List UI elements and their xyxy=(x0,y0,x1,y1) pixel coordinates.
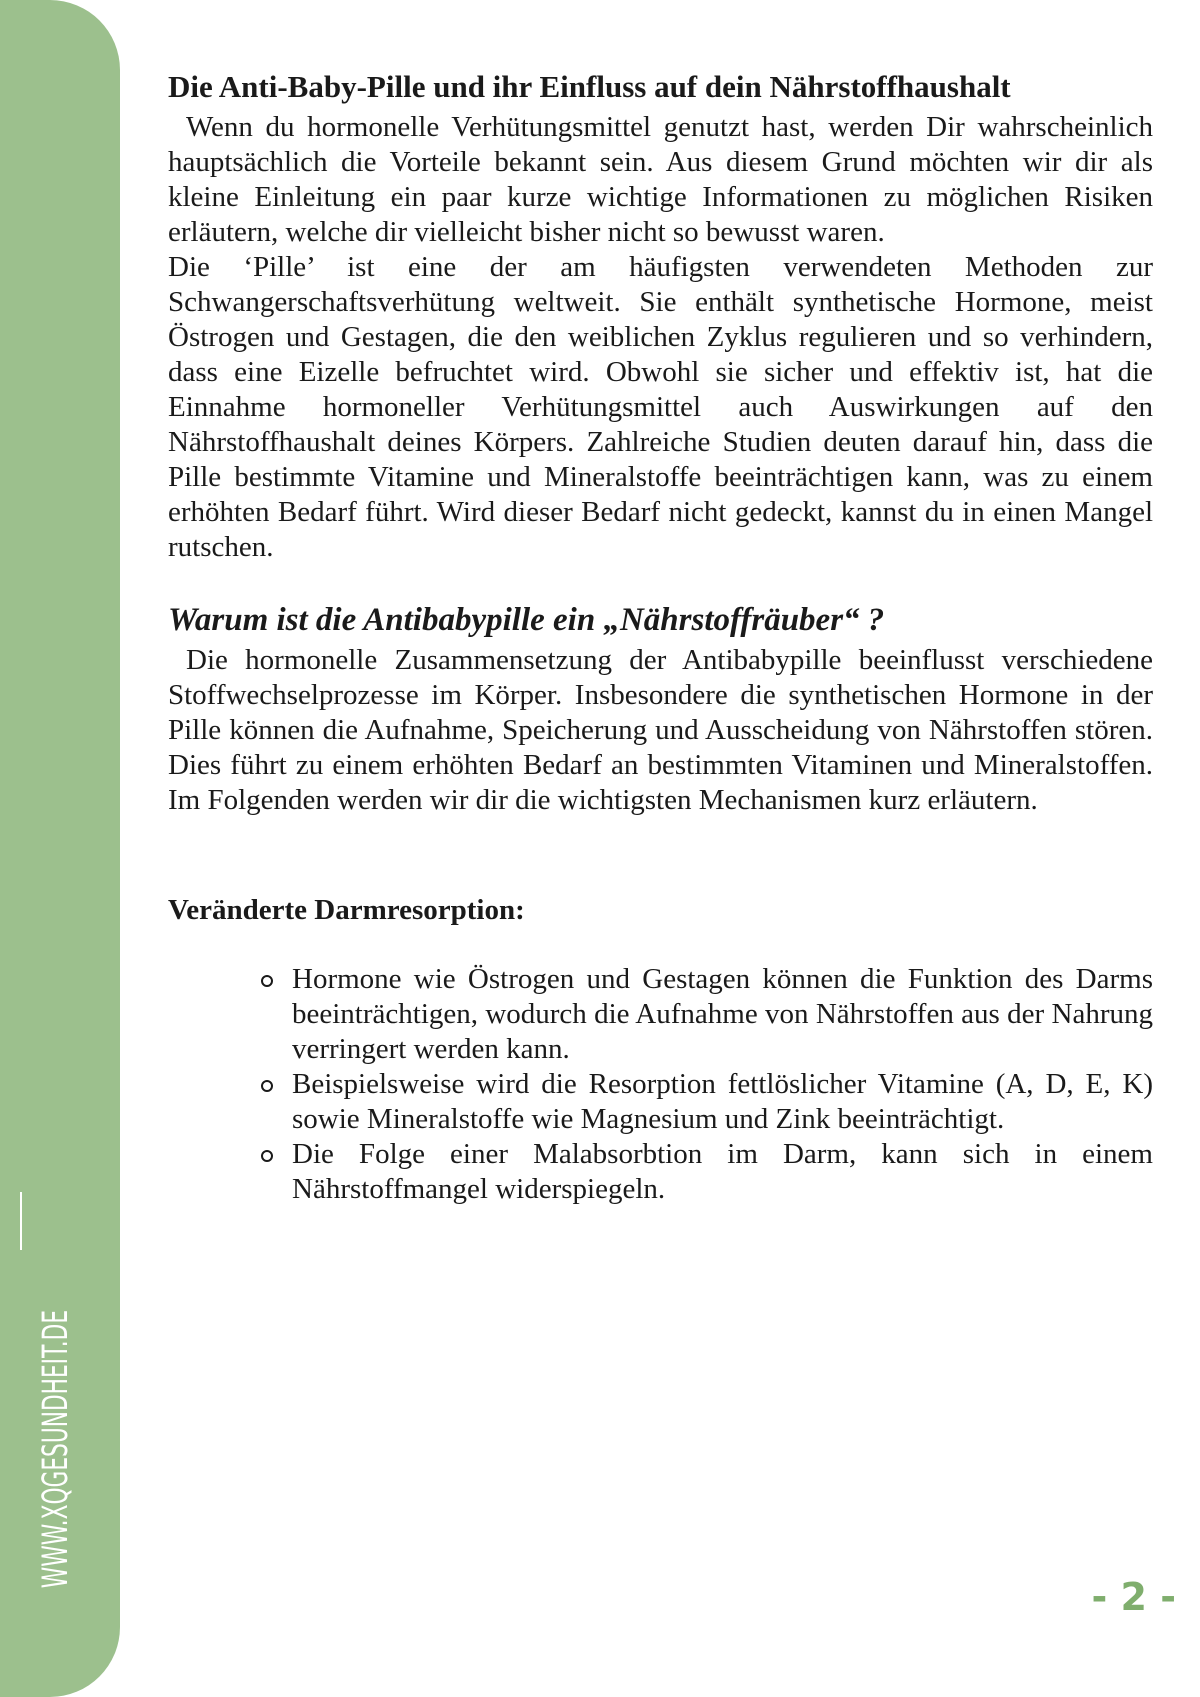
pill-paragraph: Die ‘Pille’ ist eine der am häufigsten verwendeten Methoden zur Schwangerschaftsverhütung weltweit. Sie enthält synthetische Hormone, meist Östrogen und Gestagen, die den weiblichen Zyklus regulieren und so verhindern, dass eine Eizelle befruchtet wird. Obwohl sie sicher und effektiv ist, hat die Einnahme hormoneller Verhütungsmittel auch Auswirkungen auf den Nährstoffhaushalt deines Körpers. Zahlreiche Studien deuten darauf hin, dass die Pille bestimmte Vitamine und Mineralstoffe beeinträchtigen kann, was zu einem erhöhten Bedarf führt. Wird dieser Bedarf nicht gedeckt, kannst du in einen Mangel rutschen. xyxy=(168,251,1153,563)
intro-paragraph: Wenn du hormonelle Verhütungsmittel genutzt hast, werden Dir wahrscheinlich hauptsächlich die Vorteile bekannt sein. Aus diesem Grund möchten wir dir als kleine Einleitung ein paar kurze wichtige Informationen zu möglichen Risiken erläutern, welche dir vielleicht bisher nicht so bewusst waren. xyxy=(168,111,1153,248)
mechanism-paragraph: Die hormonelle Zusammensetzung der Antibabypille beeinflusst verschiedene Stoffwechselprozesse im Körper. Insbesondere die synthetischen Hormone in der Pille können die Aufnahme, Speicherung und Ausscheidung von Nährstoffen stören. Dies führt zu einem erhöhten Bedarf an bestimmten Vitaminen und Mineralstoffen. Im Folgenden werden wir dir die wichtigsten Mechanismen kurz erläutern. xyxy=(168,644,1153,816)
list-item xyxy=(292,962,1153,1067)
page-number: - 2 - xyxy=(1091,1575,1176,1619)
section-heading: Veränderte Darmresorption: xyxy=(168,894,525,926)
circle-bullet-icon xyxy=(261,1150,273,1162)
list-item-text: Die Folge einer Malabsorbtion im Darm, kann sich in einem Nährstoffmangel widerspiegeln. xyxy=(292,1138,1153,1205)
page-title: Die Anti-Baby-Pille und ihr Einfluss auf dein Nährstoffhaushalt xyxy=(168,69,1011,104)
circle-bullet-icon xyxy=(261,975,273,987)
sidebar-divider xyxy=(20,1192,22,1250)
sidebar xyxy=(0,0,120,1697)
list-item xyxy=(292,1067,1153,1137)
list-item-text: Beispielsweise wird die Resorption fettlöslicher Vitamine (A, D, E, K) sowie Mineralstoffe wie Magnesium und Zink beeinträchtigt. xyxy=(292,1068,1153,1135)
list-item xyxy=(292,1137,1153,1207)
subheading: Warum ist die Antibabypille ein „Nährstoffräuber“ ? xyxy=(168,602,885,638)
bullet-list xyxy=(168,962,1153,1207)
page-content xyxy=(168,64,1153,1207)
website-url: WWW.XQGESUNDHEIT.DE xyxy=(36,1309,76,1589)
list-item-text: Hormone wie Östrogen und Gestagen können die Funktion des Darms beeinträchtigen, wodurch die Aufnahme von Nährstoffen aus der Nahrung verringert werden kann. xyxy=(292,963,1153,1065)
circle-bullet-icon xyxy=(261,1080,273,1092)
